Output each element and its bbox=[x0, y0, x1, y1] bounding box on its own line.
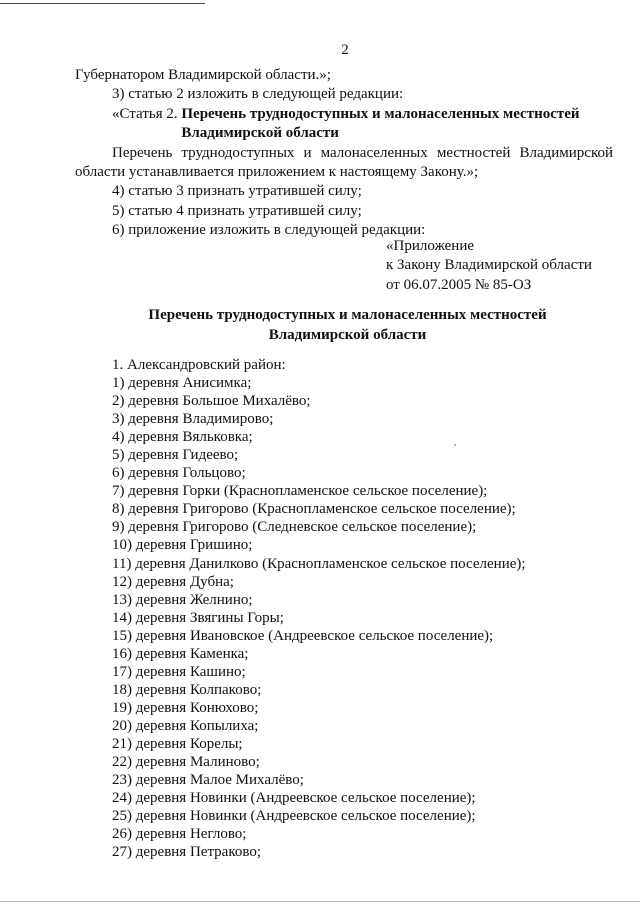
list-title bbox=[75, 305, 620, 345]
district-heading: 1. Александровский район: bbox=[112, 357, 286, 373]
text-line-article4: 5) статью 4 признать утратившей силу; bbox=[112, 202, 362, 219]
text-line-governor: Губернатором Владимирской области.»; bbox=[75, 67, 331, 83]
text-line-appendix: 6) приложение изложить в следующей редакции: bbox=[112, 222, 426, 239]
list-item: 4) деревня Вяльковка; bbox=[112, 429, 253, 446]
list-item: 20) деревня Копылиха; bbox=[112, 717, 259, 734]
appendix-line2: к Закону Владимирской области bbox=[386, 257, 592, 274]
list-item: 16) деревня Каменка; bbox=[112, 645, 249, 662]
list-item: 2) деревня Большое Михалёво; bbox=[112, 393, 311, 410]
list-item: 22) деревня Малиново; bbox=[112, 754, 260, 771]
locality-list bbox=[112, 356, 526, 861]
list-item: 11) деревня Данилково (Краснопламенское сельское поселение); bbox=[112, 555, 526, 572]
list-title-line2: Владимирской области bbox=[268, 327, 427, 343]
article-2-prefix: «Статья 2. bbox=[112, 105, 182, 122]
list-item: 23) деревня Малое Михалёво; bbox=[112, 772, 304, 789]
list-item: 8) деревня Григорово (Краснопламенское сельское поселение); bbox=[112, 501, 516, 518]
list-item: 18) деревня Колпаково; bbox=[112, 681, 262, 698]
article-2-title bbox=[181, 105, 613, 144]
list-item: 3) деревня Владимирово; bbox=[112, 411, 274, 428]
list-item: 19) деревня Конюхово; bbox=[112, 699, 259, 716]
scan-edge-top bbox=[0, 3, 205, 4]
article-2-title-line2: Владимирской области bbox=[181, 125, 339, 142]
text-line-article2-amend: 3) статью 2 изложить в следующей редакции: bbox=[112, 86, 404, 103]
list-item: 27) деревня Петраково; bbox=[112, 844, 262, 861]
amendment-text bbox=[75, 66, 613, 241]
list-item: 10) деревня Гришино; bbox=[112, 537, 253, 554]
page-number: 2 bbox=[341, 42, 349, 58]
appendix-header bbox=[386, 237, 592, 295]
list-item: 21) деревня Корелы; bbox=[112, 735, 243, 752]
list-item: 14) деревня Звягины Горы; bbox=[112, 609, 284, 626]
list-item: 13) деревня Желнино; bbox=[112, 591, 253, 608]
list-item: 1) деревня Анисимка; bbox=[112, 375, 252, 392]
list-item: 12) деревня Дубна; bbox=[112, 573, 234, 590]
scan-speck bbox=[454, 444, 456, 446]
list-item: 6) деревня Гольцово; bbox=[112, 465, 246, 482]
text-line-article3: 4) статью 3 признать утратившей силу; bbox=[112, 183, 362, 200]
appendix-line3: от 06.07.2005 № 85-ОЗ bbox=[386, 276, 532, 293]
list-item: 9) деревня Григорово (Следневское сельское поселение); bbox=[112, 519, 477, 536]
list-item: 25) деревня Новинки (Андреевское сельское поселение); bbox=[112, 808, 476, 825]
article-2-text: Перечень труднодоступных и малонаселенных местностей Владимирской области устанавливается приложением к настоящему Закону.»; bbox=[75, 144, 613, 181]
article-2-heading bbox=[75, 105, 613, 144]
list-item: 15) деревня Ивановское (Андреевское сельское поселение); bbox=[112, 627, 494, 644]
scan-edge-bottom bbox=[0, 901, 640, 902]
list-title-line1: Перечень труднодоступных и малонаселенных местностей bbox=[148, 307, 547, 323]
article-2-title-line1: Перечень труднодоступных и малонаселенных местностей bbox=[181, 105, 580, 122]
list-item: 5) деревня Гидеево; bbox=[112, 447, 239, 464]
appendix-line1: «Приложение bbox=[386, 238, 475, 254]
list-item: 24) деревня Новинки (Андреевское сельское поселение); bbox=[112, 790, 476, 807]
list-item: 17) деревня Кашино; bbox=[112, 663, 246, 680]
list-item: 26) деревня Неглово; bbox=[112, 826, 247, 843]
list-item: 7) деревня Горки (Краснопламенское сельское поселение); bbox=[112, 483, 488, 500]
